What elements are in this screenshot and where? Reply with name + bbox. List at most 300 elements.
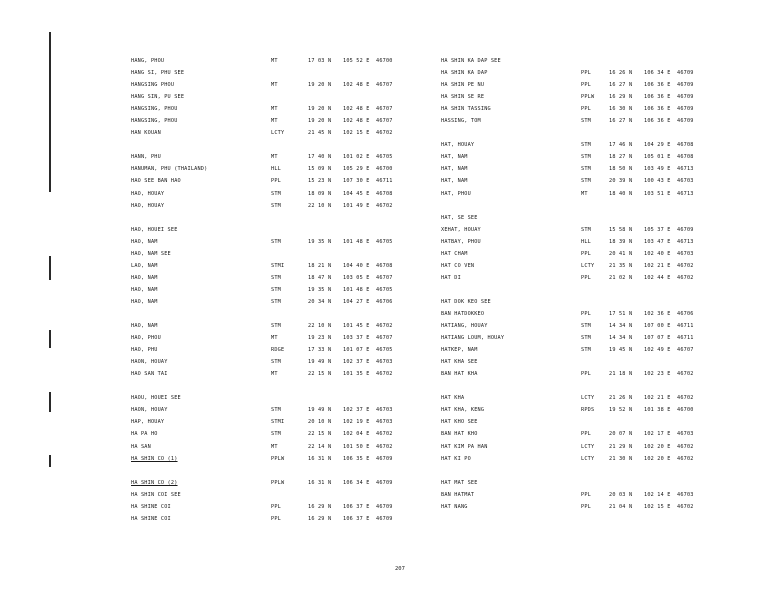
longitude: 102 14 E <box>644 491 671 498</box>
gazetteer-entry <box>441 236 741 248</box>
map-sheet: 46706 <box>376 298 393 305</box>
blank-row <box>441 127 741 139</box>
gazetteer-entry <box>441 392 741 404</box>
scan-edge-mark <box>49 392 51 412</box>
place-name: HATIANG LOUM, HOUAY <box>441 335 505 342</box>
longitude: 106 36 E <box>644 106 671 113</box>
place-name: XEHAT, HOUAY <box>441 226 481 233</box>
map-sheet: 46702 <box>677 503 694 510</box>
feature-type: STM <box>271 431 281 438</box>
latitude: 16 29 N <box>308 503 332 510</box>
map-sheet: 46702 <box>677 455 694 462</box>
scan-edge-mark <box>49 32 51 192</box>
longitude: 101 02 E <box>343 154 370 161</box>
feature-type: LCTY <box>271 130 285 137</box>
latitude: 14 34 N <box>609 323 633 330</box>
feature-type: LCTY <box>581 455 595 462</box>
longitude: 107 30 E <box>343 178 370 185</box>
longitude: 102 15 E <box>343 130 370 137</box>
scan-edge-mark <box>49 330 51 348</box>
feature-type: STM <box>581 323 591 330</box>
gazetteer-entry <box>441 115 741 127</box>
map-sheet: 46709 <box>677 82 694 89</box>
longitude: 101 49 E <box>343 202 370 209</box>
gazetteer-entry <box>131 79 431 91</box>
gazetteer-entry <box>131 103 431 115</box>
map-sheet: 46713 <box>677 190 694 197</box>
gazetteer-entry <box>131 428 431 440</box>
feature-type: MT <box>271 82 278 89</box>
gazetteer-entry <box>131 392 431 404</box>
latitude: 17 40 N <box>308 154 332 161</box>
latitude: 15 09 N <box>308 166 332 173</box>
map-sheet: 46706 <box>677 310 694 317</box>
longitude: 103 47 E <box>644 238 671 245</box>
longitude: 103 49 E <box>644 166 671 173</box>
place-name: HAO, NAM <box>131 238 158 245</box>
longitude: 107 00 E <box>644 323 671 330</box>
map-sheet: 46702 <box>677 443 694 450</box>
place-name: HANGSING, PHOU <box>131 106 178 113</box>
latitude: 21 02 N <box>609 274 633 281</box>
map-sheet: 46705 <box>376 286 393 293</box>
gazetteer-entry <box>131 175 431 187</box>
map-sheet: 46708 <box>677 154 694 161</box>
latitude: 16 26 N <box>609 70 633 77</box>
gazetteer-entry <box>441 163 741 175</box>
latitude: 19 49 N <box>308 407 332 414</box>
latitude: 22 15 N <box>308 371 332 378</box>
feature-type: PPLW <box>581 94 595 101</box>
place-name: HA SHIN TASSING <box>441 106 491 113</box>
feature-type: PPL <box>581 371 591 378</box>
map-sheet: 46713 <box>677 238 694 245</box>
longitude: 105 01 E <box>644 154 671 161</box>
place-name: HANUMAN, PHU (THAILAND) <box>131 166 208 173</box>
gazetteer-entry <box>131 416 431 428</box>
place-name: HAT KHA <box>441 395 465 402</box>
feature-type: STM <box>581 166 591 173</box>
latitude: 22 10 N <box>308 202 332 209</box>
gazetteer-entry <box>441 296 741 308</box>
place-name: HAON, HOUAY <box>131 359 168 366</box>
feature-type: RPDS <box>581 407 595 414</box>
place-name: HATKEP, NAM <box>441 347 478 354</box>
feature-type: PPL <box>581 250 591 257</box>
feature-type: MT <box>271 106 278 113</box>
feature-type: STM <box>271 286 281 293</box>
map-sheet: 46702 <box>376 130 393 137</box>
longitude: 106 36 E <box>644 94 671 101</box>
map-sheet: 46708 <box>376 262 393 269</box>
latitude: 19 35 N <box>308 286 332 293</box>
gazetteer-entry <box>441 103 741 115</box>
gazetteer-entry <box>441 248 741 260</box>
gazetteer-entry <box>131 344 431 356</box>
feature-type: MT <box>271 58 278 64</box>
latitude: 16 30 N <box>609 106 633 113</box>
map-sheet: 46709 <box>376 515 393 522</box>
place-name: HA SHIN KA DAP SEE <box>441 58 501 64</box>
feature-type: MT <box>271 154 278 161</box>
latitude: 17 46 N <box>609 142 633 149</box>
longitude: 101 07 E <box>343 347 370 354</box>
latitude: 18 09 N <box>308 190 332 197</box>
longitude: 106 36 E <box>644 82 671 89</box>
map-sheet: 46707 <box>376 335 393 342</box>
place-name: HAO SAN TAI <box>131 371 168 378</box>
page-number: 207 <box>395 566 405 572</box>
latitude: 17 33 N <box>308 347 332 354</box>
latitude: 19 20 N <box>308 82 332 89</box>
map-sheet: 46708 <box>677 142 694 149</box>
gazetteer-entry <box>131 356 431 368</box>
gazetteer-entry <box>441 139 741 151</box>
place-name: HA SAN <box>131 443 151 450</box>
feature-type: HLL <box>581 238 591 245</box>
map-sheet: 46702 <box>677 274 694 281</box>
latitude: 19 49 N <box>308 359 332 366</box>
place-name: HAO, PHU <box>131 347 158 354</box>
blank-row <box>441 465 741 477</box>
gazetteer-entry <box>441 91 741 103</box>
gazetteer-entry <box>131 236 431 248</box>
map-sheet: 46702 <box>376 202 393 209</box>
map-sheet: 46702 <box>376 431 393 438</box>
place-name: HASSING, TOM <box>441 118 481 125</box>
latitude: 16 27 N <box>609 118 633 125</box>
place-name: HAO, NAM <box>131 298 158 305</box>
feature-type: PPL <box>271 515 281 522</box>
map-sheet: 46709 <box>677 94 694 101</box>
gazetteer-entry <box>441 260 741 272</box>
latitude: 18 50 N <box>609 166 633 173</box>
gazetteer-entry <box>131 188 431 200</box>
place-name: HAT KHO SEE <box>441 419 478 426</box>
feature-type: PPL <box>581 106 591 113</box>
latitude: 19 35 N <box>308 238 332 245</box>
map-sheet: 46703 <box>677 250 694 257</box>
place-name: HAO, HOUEI SEE <box>131 226 178 233</box>
latitude: 17 51 N <box>609 310 633 317</box>
place-name: HAO SEE BAN HAO <box>131 178 181 185</box>
place-name: HANG SIN, PU SEE <box>131 94 185 101</box>
place-name: HAO, NAM SEE <box>131 250 171 257</box>
gazetteer-entry <box>131 163 431 175</box>
latitude: 14 34 N <box>609 335 633 342</box>
gazetteer-entry <box>441 308 741 320</box>
place-name: HAO, NAM <box>131 286 158 293</box>
gazetteer-entry <box>131 513 431 525</box>
longitude: 105 37 E <box>644 226 671 233</box>
feature-type: STM <box>271 359 281 366</box>
latitude: 16 31 N <box>308 455 332 462</box>
map-sheet: 46711 <box>376 178 393 185</box>
map-sheet: 46702 <box>376 323 393 330</box>
scan-edge-mark <box>49 455 51 467</box>
feature-type: STM <box>581 178 591 185</box>
latitude: 20 34 N <box>308 298 332 305</box>
map-sheet: 46702 <box>677 262 694 269</box>
gazetteer-entry <box>131 477 431 489</box>
gazetteer-entry <box>441 67 741 79</box>
longitude: 100 43 E <box>644 178 671 185</box>
place-name: BAN HAT KHO <box>441 431 478 438</box>
latitude: 19 23 N <box>308 335 332 342</box>
longitude: 102 49 E <box>644 347 671 354</box>
place-name: HANGSING PHOU <box>131 82 175 89</box>
longitude: 102 15 E <box>644 503 671 510</box>
place-name: HATBAY, PHOU <box>441 238 481 245</box>
feature-type: STM <box>581 347 591 354</box>
gazetteer-entry <box>131 55 431 67</box>
place-name: HAT, NAM <box>441 178 468 185</box>
feature-type: PPLW <box>271 455 285 462</box>
feature-type: PPL <box>581 431 591 438</box>
latitude: 20 07 N <box>609 431 633 438</box>
longitude: 102 48 E <box>343 118 370 125</box>
latitude: 19 20 N <box>308 106 332 113</box>
place-name: HAO, NAM <box>131 323 158 330</box>
latitude: 21 29 N <box>609 443 633 450</box>
place-name: HAT, SE SEE <box>441 214 478 221</box>
place-name: HAO, HOUAY <box>131 202 165 209</box>
map-sheet: 46703 <box>677 431 694 438</box>
place-name: HAT DI <box>441 274 461 281</box>
gazetteer-entry <box>441 272 741 284</box>
longitude: 101 50 E <box>343 443 370 450</box>
place-name: HA PA HO <box>131 431 158 438</box>
map-sheet: 46703 <box>677 178 694 185</box>
map-sheet: 46705 <box>376 238 393 245</box>
place-name: HAO, HOUAY <box>131 190 165 197</box>
feature-type: RDGE <box>271 347 285 354</box>
feature-type: MT <box>271 371 278 378</box>
feature-type: STM <box>581 226 591 233</box>
longitude: 105 29 E <box>343 166 370 173</box>
longitude: 102 21 E <box>644 262 671 269</box>
latitude: 20 39 N <box>609 178 633 185</box>
feature-type: PPL <box>581 70 591 77</box>
map-sheet: 46709 <box>677 106 694 113</box>
place-name: HAP, HOUAY <box>131 419 165 426</box>
longitude: 101 35 E <box>343 371 370 378</box>
place-name: HA SHIN CO (1) <box>131 455 178 462</box>
map-sheet: 46713 <box>677 166 694 173</box>
place-name: HA SHIN PE NU <box>441 82 485 89</box>
gazetteer-entry <box>131 453 431 465</box>
longitude: 101 45 E <box>343 323 370 330</box>
place-name: HAO, NAM <box>131 274 158 281</box>
gazetteer-entry <box>131 127 431 139</box>
place-name: HA SHIN KA DAP <box>441 70 488 77</box>
latitude: 22 10 N <box>308 323 332 330</box>
gazetteer-entry <box>131 200 431 212</box>
feature-type: STM <box>581 335 591 342</box>
longitude: 103 05 E <box>343 274 370 281</box>
longitude: 102 17 E <box>644 431 671 438</box>
feature-type: STM <box>271 298 281 305</box>
gazetteer-entry <box>441 416 741 428</box>
map-sheet: 46700 <box>376 166 393 173</box>
map-sheet: 46702 <box>677 395 694 402</box>
map-sheet: 46709 <box>677 226 694 233</box>
blank-row <box>441 380 741 392</box>
latitude: 21 30 N <box>609 455 633 462</box>
feature-type: PPL <box>581 310 591 317</box>
place-name: HAT CHAM <box>441 250 468 257</box>
gazetteer-entry <box>441 428 741 440</box>
gazetteer-entry <box>441 404 741 416</box>
blank-row <box>131 212 431 224</box>
gazetteer-entry <box>441 212 741 224</box>
map-sheet: 46702 <box>376 443 393 450</box>
gazetteer-entry <box>441 477 741 489</box>
feature-type: STM <box>271 202 281 209</box>
gazetteer-entry <box>441 175 741 187</box>
feature-type: STMI <box>271 262 285 269</box>
feature-type: PPL <box>581 274 591 281</box>
longitude: 102 48 E <box>343 82 370 89</box>
gazetteer-entry <box>131 260 431 272</box>
feature-type: MT <box>271 443 278 450</box>
place-name: HAON, HOUAY <box>131 407 168 414</box>
map-sheet: 46700 <box>677 407 694 414</box>
map-sheet: 46705 <box>376 154 393 161</box>
scan-edge-mark <box>49 256 51 280</box>
map-sheet: 46705 <box>376 347 393 354</box>
gazetteer-entry <box>441 188 741 200</box>
place-name: HA SHIN CO (2) <box>131 479 178 486</box>
feature-type: STM <box>271 238 281 245</box>
gazetteer-entry <box>441 151 741 163</box>
gazetteer-entry <box>131 404 431 416</box>
map-sheet: 46708 <box>376 190 393 197</box>
latitude: 16 31 N <box>308 479 332 486</box>
place-name: HATIANG, HOUAY <box>441 323 488 330</box>
map-sheet: 46707 <box>677 347 694 354</box>
latitude: 15 58 N <box>609 226 633 233</box>
map-sheet: 46707 <box>376 274 393 281</box>
longitude: 102 19 E <box>343 419 370 426</box>
gazetteer-entry <box>131 296 431 308</box>
longitude: 102 23 E <box>644 371 671 378</box>
map-sheet: 46703 <box>376 359 393 366</box>
longitude: 102 36 E <box>644 310 671 317</box>
gazetteer-entry <box>441 332 741 344</box>
gazetteer-entry <box>131 368 431 380</box>
place-name: HAO, PHOU <box>131 335 161 342</box>
gazetteer-entry <box>131 501 431 513</box>
place-name: HAT KHA, KENG <box>441 407 485 414</box>
map-sheet: 46703 <box>376 419 393 426</box>
place-name: HANG, PHOU <box>131 58 165 64</box>
right-column <box>441 55 741 513</box>
map-sheet: 46700 <box>376 58 393 64</box>
latitude: 16 29 N <box>609 94 633 101</box>
place-name: HA SHIN SE RE <box>441 94 485 101</box>
blank-row <box>441 284 741 296</box>
map-sheet: 46702 <box>376 371 393 378</box>
map-sheet: 46703 <box>376 407 393 414</box>
feature-type: STM <box>271 323 281 330</box>
latitude: 18 40 N <box>609 190 633 197</box>
map-sheet: 46709 <box>677 118 694 125</box>
gazetteer-entry <box>131 441 431 453</box>
map-sheet: 46709 <box>376 503 393 510</box>
longitude: 102 37 E <box>343 359 370 366</box>
map-sheet: 46709 <box>376 455 393 462</box>
latitude: 22 14 N <box>308 443 332 450</box>
feature-type: HLL <box>271 166 281 173</box>
longitude: 102 20 E <box>644 443 671 450</box>
longitude: 103 51 E <box>644 190 671 197</box>
longitude: 102 04 E <box>343 431 370 438</box>
longitude: 101 48 E <box>343 238 370 245</box>
map-sheet: 46703 <box>677 491 694 498</box>
longitude: 106 37 E <box>343 515 370 522</box>
gazetteer-entry <box>441 441 741 453</box>
feature-type: PPL <box>271 503 281 510</box>
latitude: 20 41 N <box>609 250 633 257</box>
gazetteer-entry <box>131 320 431 332</box>
place-name: HAT NANG <box>441 503 468 510</box>
blank-row <box>131 139 431 151</box>
map-sheet: 46709 <box>376 479 393 486</box>
feature-type: STM <box>271 190 281 197</box>
feature-type: MT <box>271 118 278 125</box>
longitude: 104 40 E <box>343 262 370 269</box>
blank-row <box>131 465 431 477</box>
map-sheet: 46711 <box>677 335 694 342</box>
latitude: 15 23 N <box>308 178 332 185</box>
longitude: 106 35 E <box>343 455 370 462</box>
feature-type: STMI <box>271 419 285 426</box>
longitude: 106 36 E <box>644 118 671 125</box>
feature-type: MT <box>271 335 278 342</box>
longitude: 107 07 E <box>644 335 671 342</box>
feature-type: STM <box>581 118 591 125</box>
gazetteer-entry <box>131 115 431 127</box>
gazetteer-entry <box>131 332 431 344</box>
feature-type: LCTY <box>581 262 595 269</box>
map-sheet: 46707 <box>376 106 393 113</box>
blank-row <box>131 308 431 320</box>
place-name: BAN HAT KHA <box>441 371 478 378</box>
latitude: 21 18 N <box>609 371 633 378</box>
longitude: 106 34 E <box>343 479 370 486</box>
longitude: 102 20 E <box>644 455 671 462</box>
longitude: 104 27 E <box>343 298 370 305</box>
map-sheet: 46709 <box>677 70 694 77</box>
gazetteer-entry <box>441 55 741 67</box>
feature-type: PPLW <box>271 479 285 486</box>
map-sheet: 46707 <box>376 118 393 125</box>
gazetteer-entry <box>131 489 431 501</box>
latitude: 16 29 N <box>308 515 332 522</box>
gazetteer-entry <box>441 224 741 236</box>
gazetteer-entry <box>441 501 741 513</box>
longitude: 103 37 E <box>343 335 370 342</box>
place-name: HAT KIM PA HAN <box>441 443 488 450</box>
latitude: 20 10 N <box>308 419 332 426</box>
place-name: HAT, HOUAY <box>441 142 475 149</box>
longitude: 101 48 E <box>343 286 370 293</box>
feature-type: STM <box>581 154 591 161</box>
latitude: 19 20 N <box>308 118 332 125</box>
longitude: 105 52 E <box>343 58 370 64</box>
longitude: 101 38 E <box>644 407 671 414</box>
